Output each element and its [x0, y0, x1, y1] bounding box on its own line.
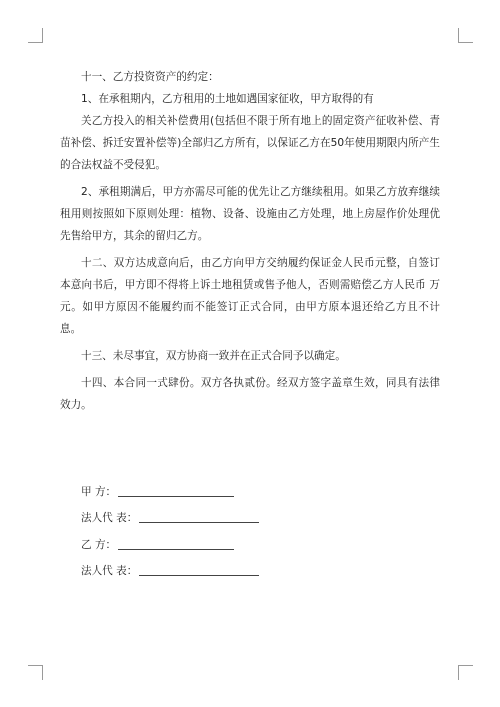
clause-11-item-2: 2、承租期满后，甲方亦需尽可能的优先让乙方继续租用。如果乙方放弃继续租用则按照如下原则处理：植物、设备、设施由乙方处理，地上房屋作价处理优先售给甲方，其余的留归乙方。: [60, 186, 440, 242]
signature-party-b-label: 乙 方：: [81, 539, 117, 551]
crop-mark-bottom-right: [458, 665, 473, 680]
signature-legal-rep-a-line: [139, 510, 259, 523]
signature-legal-rep-b-line: [139, 563, 259, 576]
signature-party-a-line: [118, 484, 234, 497]
crop-mark-bottom-left: [28, 665, 43, 680]
signature-party-b: [81, 537, 234, 553]
signature-legal-rep-a-label: 法人代 表：: [81, 512, 138, 524]
crop-mark-top-left: [28, 28, 43, 43]
clause-14: 十四、本合同一式肆份。双方各执贰份。经双方签字盖章生效，同具有法律效力。: [60, 377, 440, 411]
clause-13: 十三、未尽事宜，双方协商一致并在正式合同予以确定。: [81, 350, 346, 362]
signature-legal-rep-b-label: 法人代 表：: [81, 565, 138, 577]
clause-12: 十二、双方达成意向后，由乙方向甲方交纳履约保证金人民币元整，自签订本意向书后，甲方即不得将上诉土地租赁或售予他人，否则需赔偿乙方人民币 万元。如甲方原因不能履约而不能签订正式合同，由甲方原本退还给乙方且不计息。: [60, 257, 440, 335]
clause-11-item-1-continued: 关乙方投入的相关补偿费用(包括但不限于所有地上的固定资产征收补偿、青苗补偿、拆迁安置补偿等)全部归乙方所有，以保证乙方在50年使用期限内所产生的合法权益不受侵犯。: [60, 115, 440, 171]
signature-legal-rep-a: [81, 510, 259, 526]
document-body: [60, 66, 440, 421]
signature-legal-rep-b: [81, 563, 259, 579]
crop-mark-top-right: [458, 28, 473, 43]
signature-party-b-line: [118, 537, 234, 550]
clause-11-heading: 十一、乙方投资资产的约定：: [81, 71, 219, 83]
signature-party-a-label: 甲 方：: [81, 486, 117, 498]
signature-party-a: [81, 484, 234, 500]
clause-11-item-1: 1、在承租期内，乙方租用的土地如遇国家征收，甲方取得的有: [81, 93, 374, 105]
